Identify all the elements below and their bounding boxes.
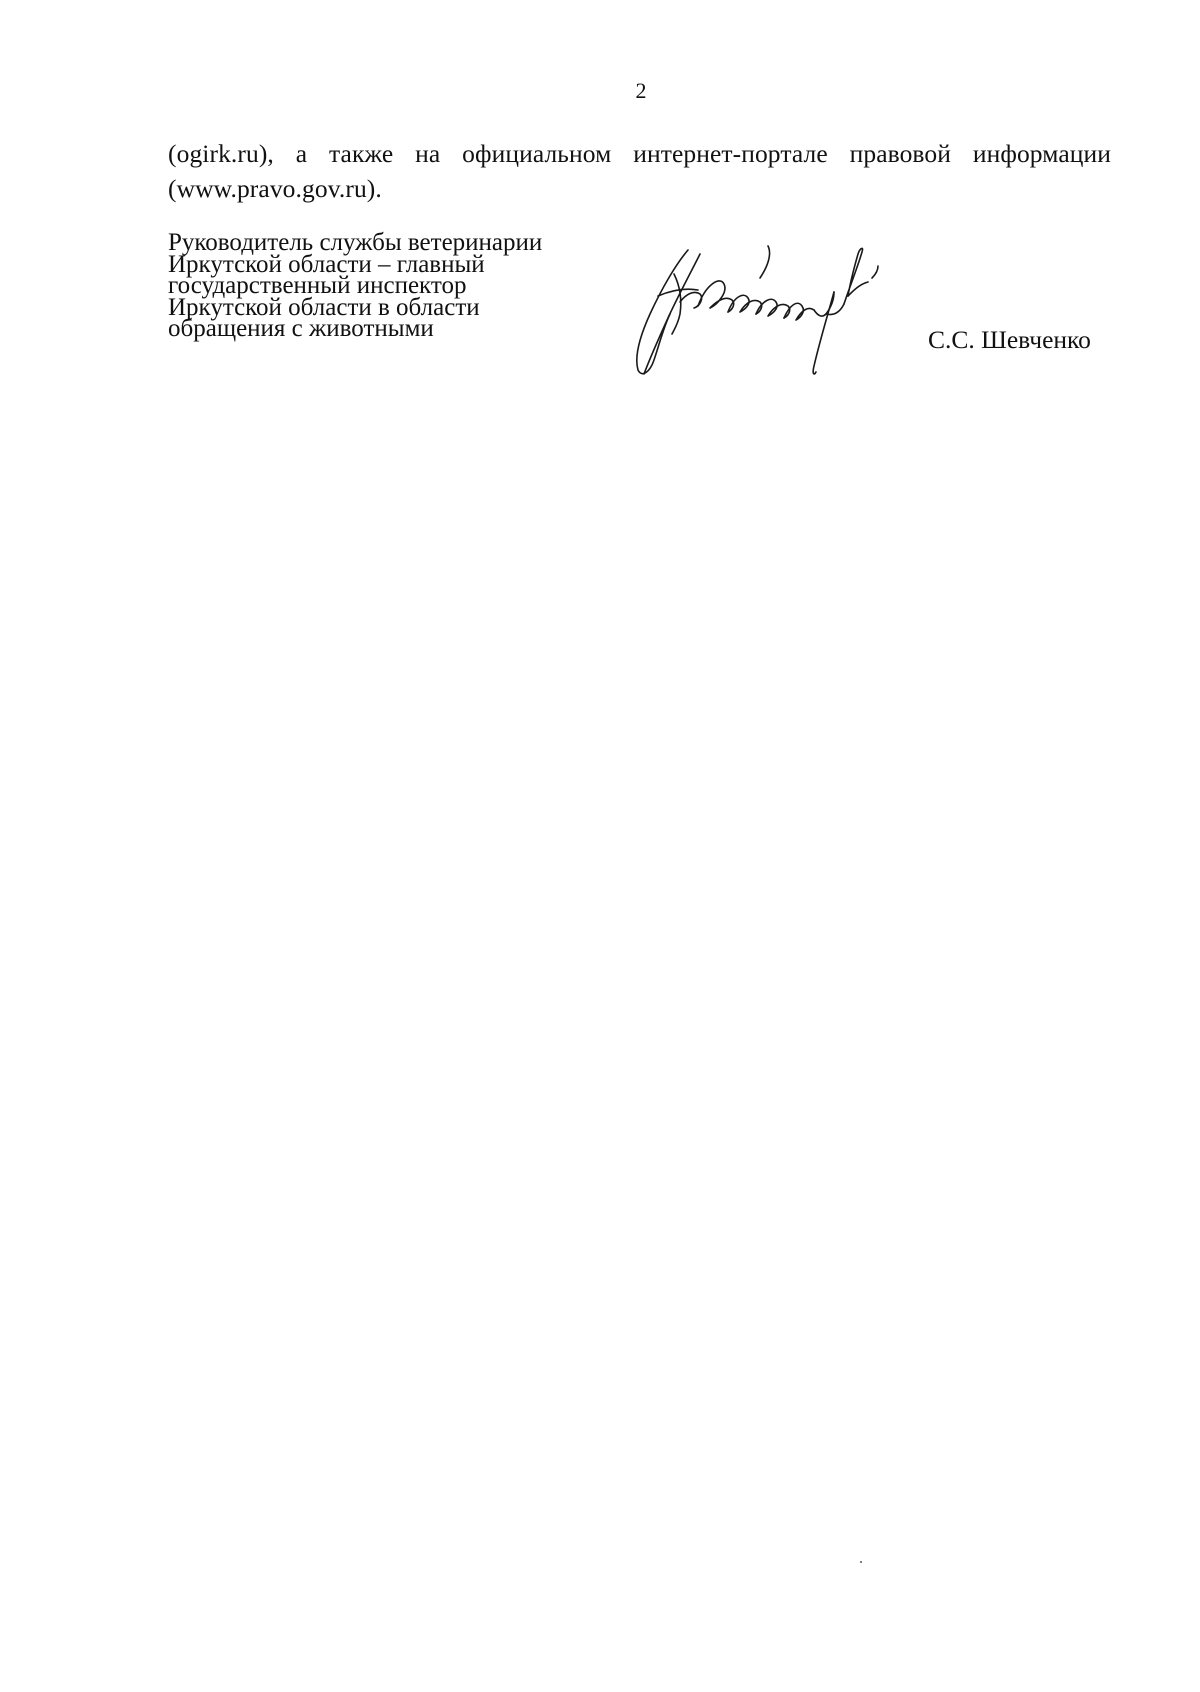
- signer-position-title: Руководитель службы ветеринарии Иркутской области – главный государственный инспектор Иркутской области в области обращения с животными: [168, 229, 543, 342]
- page-number: 2: [635, 78, 647, 103]
- signer-name: С.С. Шевченко: [928, 325, 1091, 354]
- body-paragraph: (ogirk.ru), а также на официальном интернет-портале правовой информации (www.pravo.gov.ru).: [168, 139, 1111, 203]
- scan-speck: [860, 1561, 862, 1563]
- handwritten-signature-icon: [628, 244, 898, 382]
